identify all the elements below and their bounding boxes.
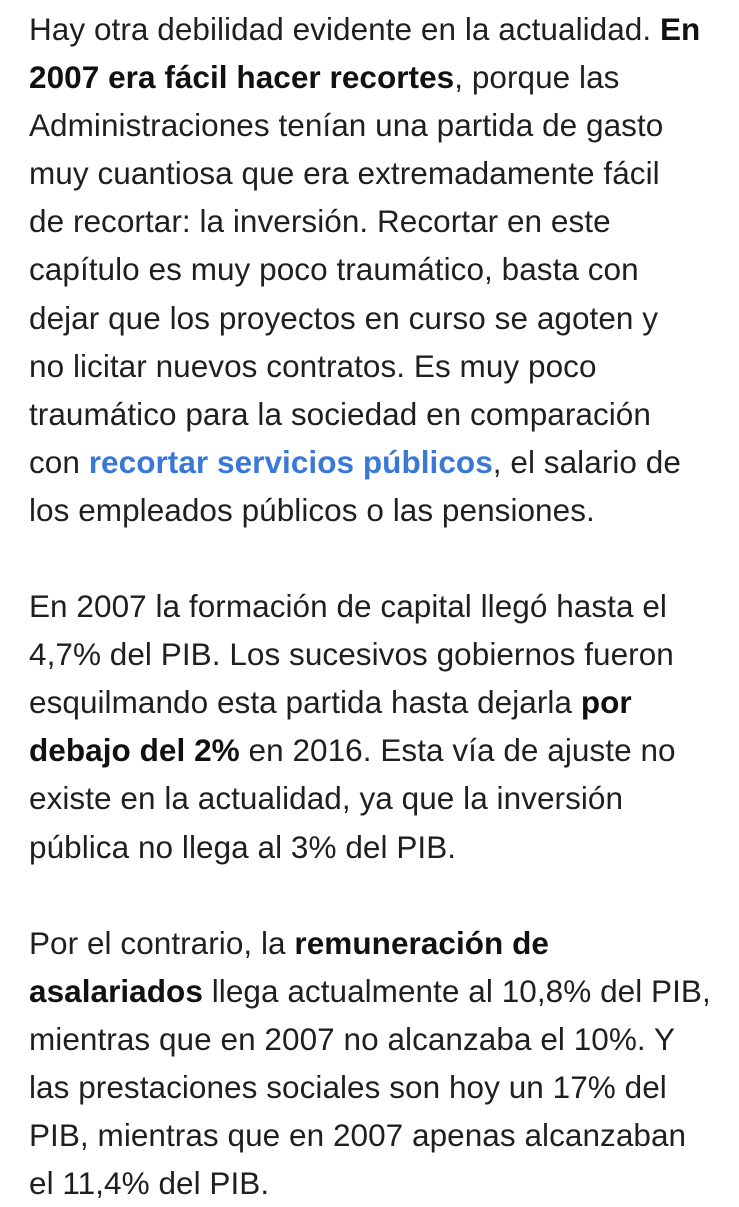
bold-highlight: por	[580, 684, 632, 721]
paragraph-remuneracion	[29, 919, 713, 1207]
text-line: pública no llega al 3% del PIB.	[29, 828, 457, 865]
bold-highlight: 2007 era fácil hacer recortes	[29, 59, 455, 96]
text-line: Por el contrario, la remuneración de	[29, 924, 550, 961]
text-line: mientras que en 2007 no alcanzaba el 10%. Y	[29, 1020, 676, 1057]
text-line: el 11,4% del PIB.	[29, 1165, 270, 1202]
text-line: Administraciones tenían una partida de gasto	[29, 107, 664, 144]
bold-highlight: En	[659, 11, 701, 47]
text-line: dejar que los proyectos en curso se agoten y	[29, 299, 659, 336]
text-line: Hay otra debilidad evidente en la actualidad. En	[29, 11, 701, 47]
text-line: 2007 era fácil hacer recortes, porque las	[29, 59, 620, 96]
paragraph-debilidad	[29, 5, 713, 534]
text-line: PIB, mientras que en 2007 apenas alcanzaban	[29, 1116, 687, 1153]
paragraph-formacion-capital	[29, 582, 713, 871]
text-line: no licitar nuevos contratos. Es muy poco	[29, 347, 597, 384]
text-line: esquilmando esta partida hasta dejarla por	[29, 684, 632, 721]
text-line: asalariados llega actualmente al 10,8% del PIB,	[29, 972, 711, 1009]
text-line: existe en la actualidad, ya que la inversión	[29, 780, 624, 817]
bold-highlight: asalariados	[29, 972, 203, 1009]
text-line: capítulo es muy poco traumático, basta con	[29, 251, 639, 288]
bold-highlight: remuneración de	[294, 924, 550, 961]
text-line: las prestaciones sociales son hoy un 17% del	[29, 1068, 667, 1105]
bold-highlight: debajo del 2%	[29, 732, 240, 769]
text-line: 4,7% del PIB. Los sucesivos gobiernos fueron	[29, 636, 674, 673]
text-line: de recortar: la inversión. Recortar en este	[29, 203, 611, 240]
text-line: traumático para la sociedad en comparación	[29, 395, 651, 432]
text-line: con recortar servicios públicos, el salario de	[29, 443, 681, 480]
recortar-servicios-publicos-link[interactable]: recortar servicios públicos	[88, 443, 493, 480]
text-line: debajo del 2% en 2016. Esta vía de ajuste no	[29, 732, 676, 769]
text-line: muy cuantiosa que era extremadamente fácil	[29, 155, 660, 192]
text-line: los empleados públicos o las pensiones.	[29, 491, 595, 528]
text-line: En 2007 la formación de capital llegó hasta el	[29, 588, 667, 625]
